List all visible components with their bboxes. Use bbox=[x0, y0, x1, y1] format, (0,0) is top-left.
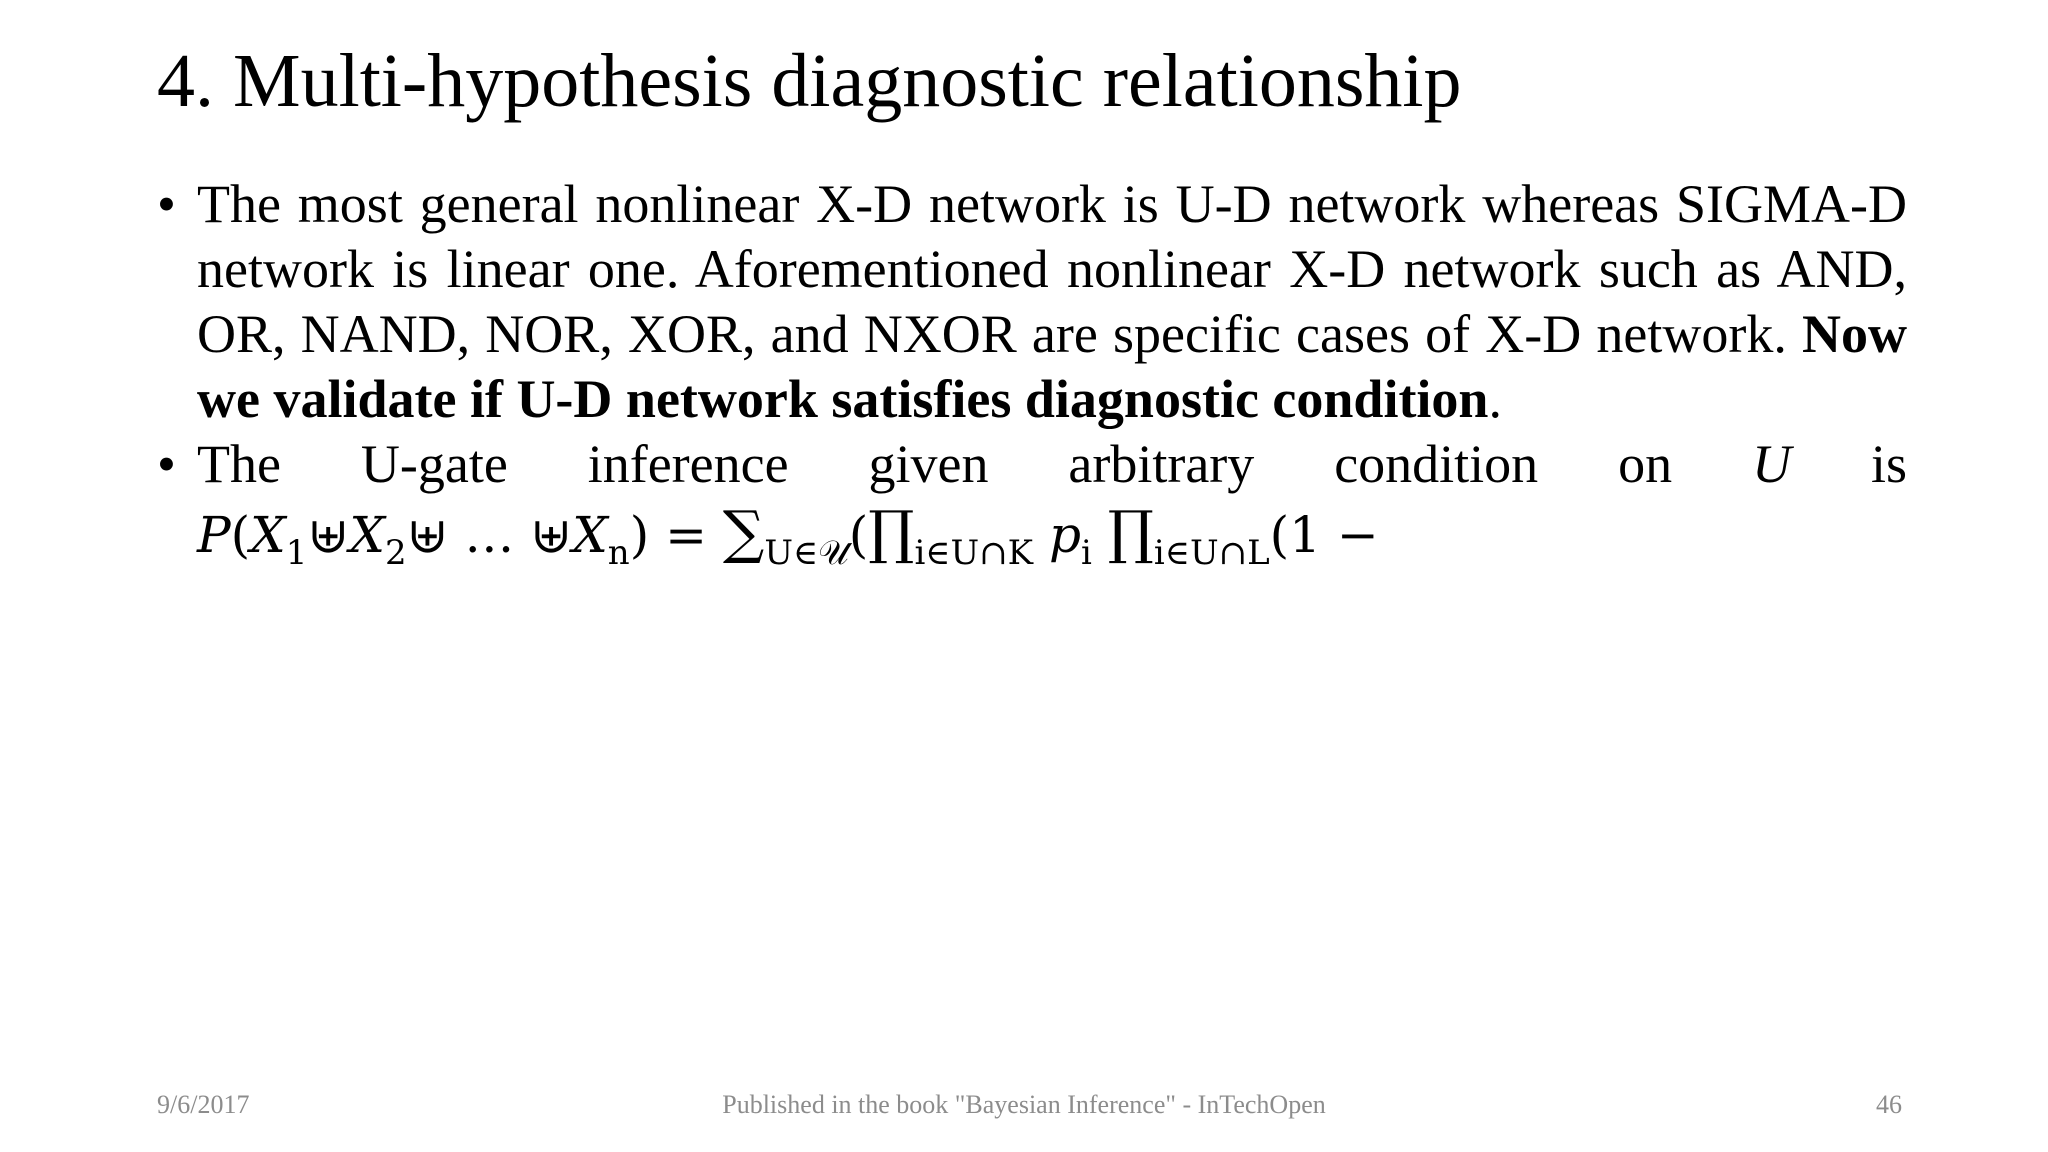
footer-date: 9/6/2017 bbox=[157, 1090, 250, 1119]
bullet-item-2 bbox=[157, 432, 1908, 573]
formula-open-paren: ( bbox=[230, 506, 251, 564]
bullet-2-line bbox=[197, 432, 1907, 497]
formula-tail: (1 − bbox=[1269, 506, 1379, 564]
formula-x2-sub: 2 bbox=[384, 533, 407, 573]
formula-x2: X bbox=[349, 506, 385, 564]
bullet-1-text: The most general nonlinear X-D network is U-D network whereas SIGMA-D network is linear one. Aforementioned nonlinear X-D network such as AND, OR, NAND, NOR, XOR, and NXOR are specific cases of X-D network. bbox=[197, 174, 1907, 364]
formula-close-paren: ) bbox=[629, 506, 650, 564]
formula-ellipsis: … bbox=[448, 506, 531, 564]
slide-title: 4. Multi-hypothesis diagnostic relationship bbox=[157, 39, 1462, 123]
formula-union-op: ⊎ bbox=[530, 506, 573, 564]
formula-x1: X bbox=[250, 506, 286, 564]
formula-equals: = bbox=[649, 506, 723, 564]
formula-p: P bbox=[197, 506, 231, 564]
formula-xn-sub: n bbox=[607, 533, 630, 573]
bullet-1-bold-text: Now we validate if U-D network satisfies diagnostic condition bbox=[197, 304, 1908, 429]
u-gate-formula bbox=[197, 497, 1907, 573]
bullet-dot: • bbox=[157, 174, 176, 234]
formula-pi-sub: i bbox=[1080, 533, 1092, 573]
formula-product-1-sub: i∈U∩K bbox=[914, 533, 1034, 573]
formula-sum: ∑ bbox=[722, 498, 765, 566]
bullet-dot: • bbox=[157, 434, 176, 494]
formula-union-op: ⊎ bbox=[406, 506, 449, 564]
formula-product-1: ∏ bbox=[868, 498, 915, 566]
formula-xn: X bbox=[572, 506, 608, 564]
formula-union-op: ⊎ bbox=[307, 506, 350, 564]
bullet-2-variable: U bbox=[1752, 434, 1792, 494]
bullet-1-end: . bbox=[1488, 369, 1502, 429]
formula-sum-sub: U∈𝒰 bbox=[764, 533, 849, 573]
footer-page-number: 46 bbox=[1876, 1090, 1902, 1119]
formula-paren: ( bbox=[848, 506, 869, 564]
formula-pi: p bbox=[1048, 506, 1081, 564]
slide-body bbox=[157, 172, 1908, 573]
bullet-2-after: is bbox=[1871, 434, 1908, 494]
formula-product-2-sub: i∈U∩L bbox=[1153, 533, 1270, 573]
formula-x1-sub: 1 bbox=[285, 533, 308, 573]
footer-publication: Published in the book "Bayesian Inference" - InTechOpen bbox=[722, 1090, 1326, 1119]
bullet-item-1 bbox=[157, 172, 1907, 432]
formula-product-2: ∏ bbox=[1107, 498, 1154, 566]
bullet-2-text: The U-gate inference given arbitrary condition on bbox=[197, 434, 1673, 494]
